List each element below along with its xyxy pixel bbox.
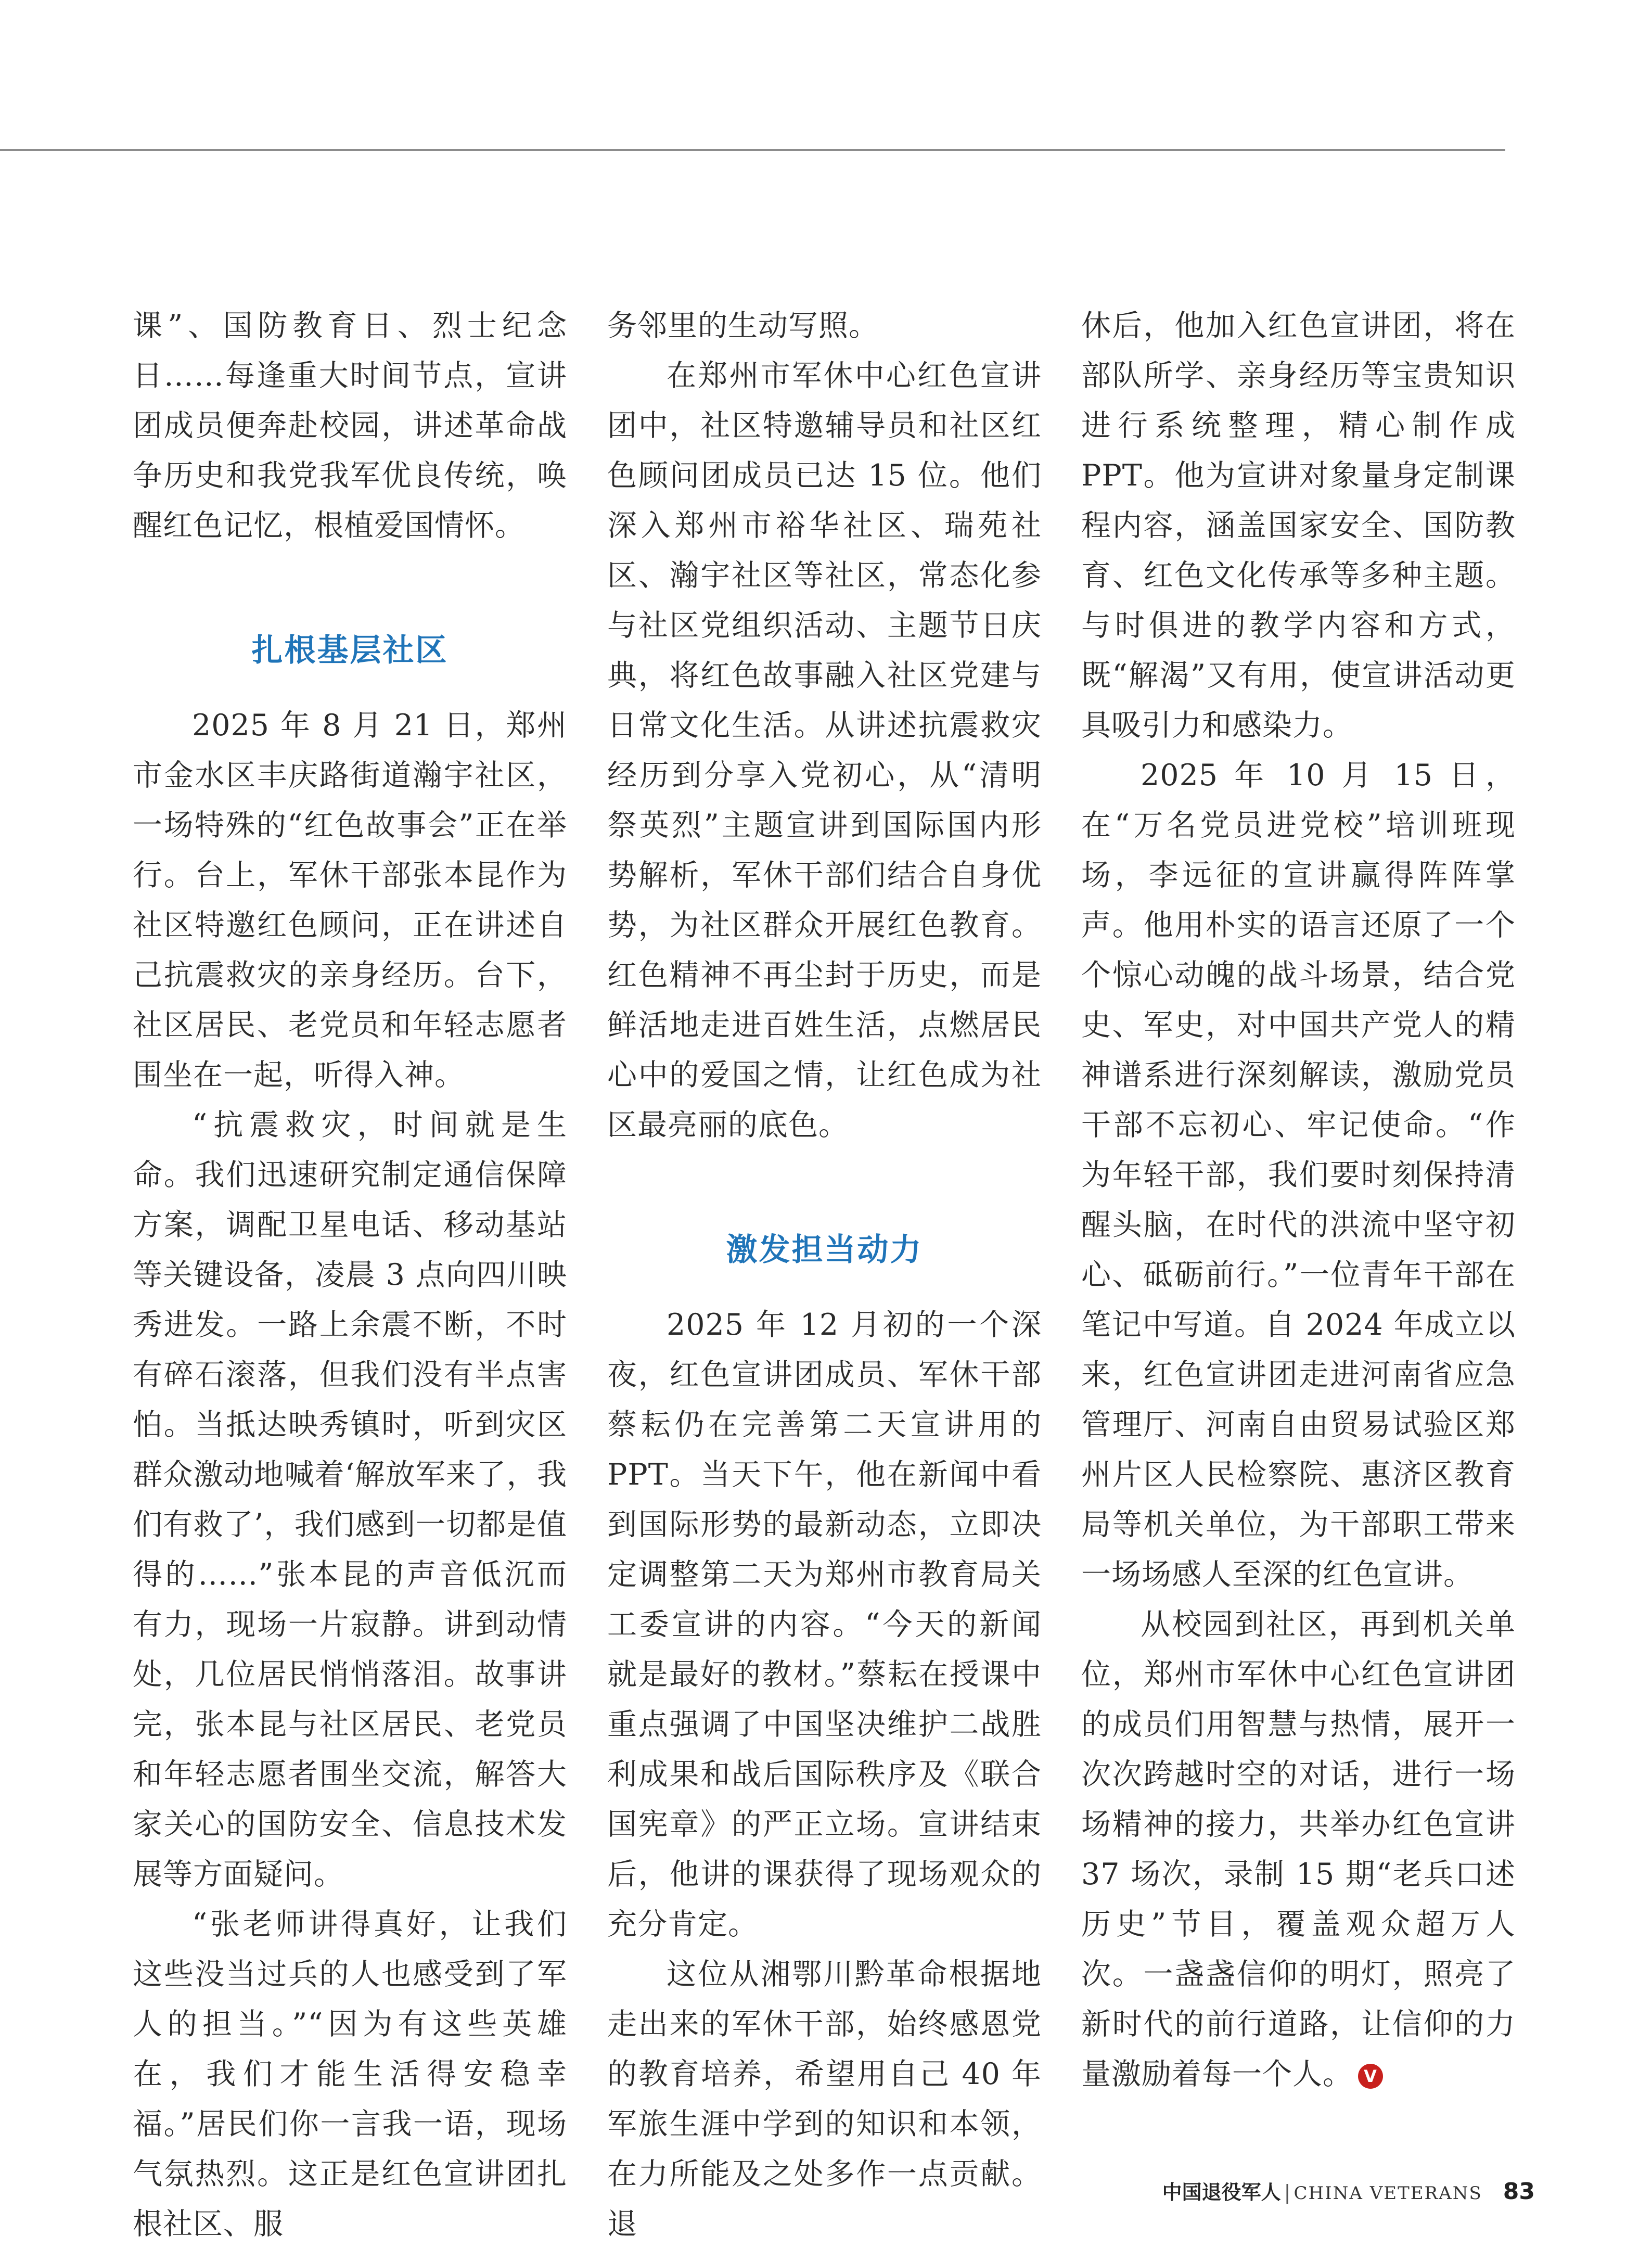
article-column-3 [1081,301,1516,2099]
page-number: 83 [1503,2178,1535,2205]
paragraph: 在郑州市军休中心红色宣讲团中，社区特邀辅导员和社区红色顾问团成员已达 15 位。他们深入郑州市裕华社区、瑞苑社区、瀚宇社区等社区，常态化参与社区党组织活动、主题节日庆典，将红色故事融入社区党建与日常文化生活。从讲述抗震救灾经历到分享入党初心，从“清明祭英烈”主题宣讲到国际国内形势解析，军休干部们结合自身优势，为社区群众开展红色教育。红色精神不再尘封于历史，而是鲜活地走进百姓生活，点燃居民心中的爱国之情，让红色成为社区最亮丽的底色。 [607,359,1042,1142]
paragraph: 2025 年 8 月 21 日，郑州市金水区丰庆路街道瀚宇社区，一场特殊的“红色故事会”正在举行。台上，军休干部张本昆作为社区特邀红色顾问，正在讲述自己抗震救灾的亲身经历。台下，社区居民、老党员和年轻志愿者围坐在一起，听得入神。 [133,708,567,1092]
paragraph: 课”、国防教育日、烈士纪念日……每逢重大时间节点，宣讲团成员便奔赴校园，讲述革命战争历史和我党我军优良传统，唤醒红色记忆，根植爱国情怀。 [133,309,567,543]
paragraph: 这位从湘鄂川黔革命根据地走出来的军休干部，始终感恩党的教育培养，希望用自己 40 年军旅生涯中学到的知识和本领，在力所能及之处多作一点贡献。退 [607,1957,1042,2241]
paragraph: 2025 年 10 月 15 日，在“万名党员进党校”培训班现场，李远征的宣讲赢得阵阵掌声。他用朴实的语言还原了一个个惊心动魄的战斗场景，结合党史、军史，对中国共产党人的精神谱系进行深刻解读，激励党员干部不忘初心、牢记使命。“作为年轻干部，我们要时刻保持清醒头脑，在时代的洪流中坚守初心、砥砺前行。”一位青年干部在笔记中写道。自 2024 年成立以来，红色宣讲团走进河南省应急管理厅、河南自由贸易试验区郑州片区人民检察院、惠济区教育局等机关单位，为干部职工带来一场场感人至深的红色宣讲。 [1081,758,1516,1592]
footer-separator: | [1284,2181,1291,2204]
paragraph [1081,1600,1516,2099]
paragraph: “抗震救灾，时间就是生命。我们迅速研究制定通信保障方案，调配卫星电话、移动基站等关键设备，凌晨 3 点向四川映秀进发。一路上余震不断，不时有碎石滚落，但我们没有半点害怕。当抵达映秀镇时，听到灾区群众激动地喊着‘解放军来了，我们有救了’，我们感到一切都是值得的……”张本昆的声音低沉而有力，现场一片寂静。讲到动情处，几位居民悄悄落泪。故事讲完，张本昆与社区居民、老党员和年轻志愿者围坐交流，解答大家关心的国防安全、信息技术发展等方面疑问。 [133,1108,567,1892]
paragraph-text: 从校园到社区，再到机关单位，郑州市军休中心红色宣讲团的成员们用智慧与热情，展开一次次跨越时空的对话，进行一场场精神的接力，共举办红色宣讲 37 场次，录制 15 期“老兵口述历史”节目，覆盖观众超万人次。一盏盏信仰的明灯，照亮了新时代的前行道路，让信仰的力量激励着每一个人。 [1081,1607,1516,2091]
end-of-article-icon: V [1358,2064,1383,2089]
page-footer [1145,2176,1535,2205]
paragraph: 2025 年 12 月初的一个深夜，红色宣讲团成员、军休干部蔡耘仍在完善第二天宣讲用的 PPT。当天下午，他在新闻中看到国际形势的最新动态，立即决定调整第二天为郑州市教育局关工委宣讲的内容。“今天的新闻就是最好的教材。”蔡耘在授课中重点强调了中国坚决维护二战胜利成果和战后国际秩序及《联合国宪章》的严正立场。宣讲结束后，他讲的课获得了现场观众的充分肯定。 [607,1308,1042,1941]
paragraph: 务邻里的生动写照。 [607,309,879,343]
section-heading-inspire-responsibility: 激发担当动力 [726,1232,923,1268]
paragraph: 休后，他加入红色宣讲团，将在部队所学、亲身经历等宝贵知识进行系统整理，精心制作成 PPT。他为宣讲对象量身定制课程内容，涵盖国家安全、国防教育、红色文化传承等多种主题。与时俱进的教学内容和方式，既“解渴”又有用，使宣讲活动更具吸引力和感染力。 [1081,309,1516,743]
article-column-2 [607,301,1042,2249]
magazine-name-cn: 中国退役军人 [1162,2181,1281,2204]
header-rule [0,149,1505,151]
paragraph: “张老师讲得真好，让我们这些没当过兵的人也感受到了军人的担当。”“因为有这些英雄在，我们才能生活得安稳幸福。”居民们你一言我一语，现场气氛热烈。这正是红色宣讲团扎根社区、服 [133,1907,567,2241]
article-column-1 [133,301,567,2249]
section-heading-rooted-in-community: 扎根基层社区 [251,632,449,669]
magazine-name-en: CHINA VETERANS [1294,2183,1482,2204]
